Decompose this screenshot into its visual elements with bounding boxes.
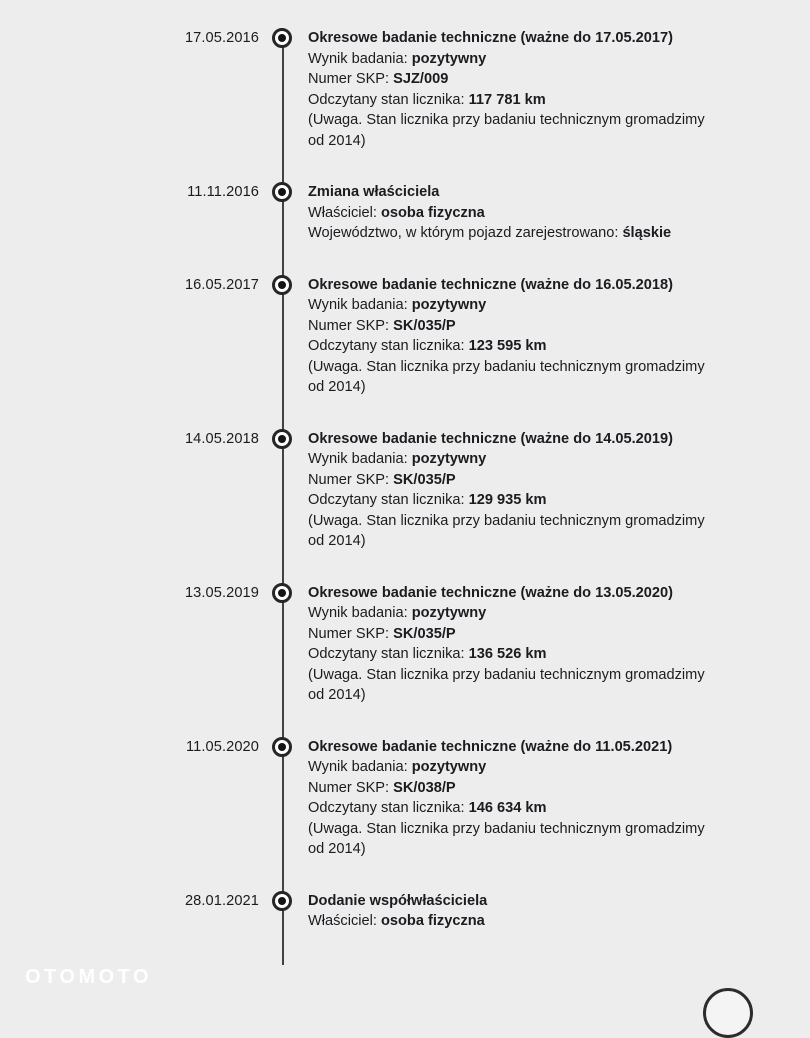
field-label: Właściciel: bbox=[308, 204, 381, 221]
field-value: pozytywny bbox=[411, 50, 487, 67]
field-label: Wynik badania: bbox=[308, 759, 412, 775]
field-label: Numer SKP: bbox=[308, 471, 394, 488]
entry-field bbox=[308, 470, 708, 491]
field-label: Odczytany stan licznika: bbox=[308, 91, 469, 108]
timeline-marker-icon bbox=[272, 275, 292, 295]
entry-content bbox=[308, 583, 708, 706]
field-label: Odczytany stan licznika: bbox=[308, 338, 469, 354]
entry-content bbox=[308, 429, 708, 552]
entry-date: 13.05.2019 bbox=[184, 584, 259, 601]
entry-field bbox=[308, 911, 708, 932]
marker-column bbox=[259, 429, 308, 552]
entry-content bbox=[308, 737, 708, 860]
marker-column bbox=[259, 891, 308, 932]
entry-field bbox=[308, 336, 708, 357]
entry-note: (Uwaga. Stan licznika przy badaniu technicznym gromadzimy od 2014) bbox=[308, 512, 705, 549]
entry-field bbox=[308, 316, 708, 337]
entry-field bbox=[308, 69, 708, 90]
field-value: osoba fizyczna bbox=[380, 913, 485, 929]
entry-content bbox=[308, 891, 708, 932]
entry-date: 14.05.2018 bbox=[184, 430, 259, 447]
entry-title: Dodanie współwłaściciela bbox=[308, 892, 488, 909]
field-value: SJZ/009 bbox=[393, 71, 449, 87]
entry-field bbox=[308, 798, 708, 819]
entry-title: Okresowe badanie techniczne (ważne do 17.05.2017) bbox=[308, 30, 673, 46]
entry-title: Okresowe badanie techniczne (ważne do 14.05.2019) bbox=[308, 430, 673, 447]
timeline-entry bbox=[0, 737, 810, 860]
entry-field bbox=[308, 757, 708, 778]
entry-note: (Uwaga. Stan licznika przy badaniu technicznym gromadzimy od 2014) bbox=[308, 666, 705, 703]
marker-column bbox=[259, 28, 308, 151]
marker-column bbox=[259, 737, 308, 860]
timeline-entry bbox=[0, 429, 810, 552]
field-label: Właściciel: bbox=[308, 913, 381, 929]
entry-date: 17.05.2016 bbox=[184, 30, 259, 46]
field-value: pozytywny bbox=[411, 451, 487, 467]
entry-date: 16.05.2017 bbox=[184, 276, 259, 293]
entry-date: 11.11.2016 bbox=[187, 184, 259, 200]
otomoto-logo: OTOMOTO bbox=[25, 966, 153, 988]
field-label: Odczytany stan licznika: bbox=[308, 800, 469, 816]
entry-note: (Uwaga. Stan licznika przy badaniu technicznym gromadzimy od 2014) bbox=[308, 112, 705, 149]
timeline-entry bbox=[0, 583, 810, 706]
entry-content bbox=[308, 182, 708, 244]
entry-field bbox=[308, 778, 708, 799]
marker-column bbox=[259, 182, 308, 244]
field-value: 129 935 km bbox=[468, 492, 547, 508]
field-label: Numer SKP: bbox=[308, 625, 394, 642]
entry-note: (Uwaga. Stan licznika przy badaniu technicznym gromadzimy od 2014) bbox=[308, 358, 705, 395]
field-value: śląskie bbox=[622, 225, 672, 241]
entry-date: 28.01.2021 bbox=[184, 892, 259, 909]
entry-field bbox=[308, 223, 708, 244]
field-value: SK/038/P bbox=[393, 779, 456, 796]
timeline-entry bbox=[0, 182, 810, 244]
marker-column bbox=[259, 275, 308, 398]
entry-date: 11.05.2020 bbox=[186, 738, 259, 755]
field-label: Numer SKP: bbox=[308, 317, 394, 334]
entry-title: Zmiana właściciela bbox=[308, 184, 440, 200]
entry-content bbox=[308, 275, 708, 398]
timeline-entries bbox=[0, 28, 810, 932]
field-value: 123 595 km bbox=[468, 338, 547, 354]
timeline-marker-icon bbox=[272, 182, 292, 202]
timeline-marker-icon bbox=[272, 429, 292, 449]
field-label: Województwo, w którym pojazd zarejestrowano: bbox=[308, 225, 623, 241]
field-value: SK/035/P bbox=[393, 625, 456, 642]
entry-content bbox=[308, 28, 708, 151]
floating-action-button[interactable] bbox=[703, 988, 753, 1038]
entry-field bbox=[308, 449, 708, 470]
field-value: 136 526 km bbox=[468, 646, 547, 662]
field-value: SK/035/P bbox=[393, 317, 456, 334]
field-label: Wynik badania: bbox=[308, 297, 412, 313]
timeline-entry bbox=[0, 891, 810, 932]
entry-field bbox=[308, 490, 708, 511]
timeline-marker-icon bbox=[272, 583, 292, 603]
timeline-marker-icon bbox=[272, 28, 292, 48]
field-value: 146 634 km bbox=[468, 800, 547, 816]
entry-note: (Uwaga. Stan licznika przy badaniu technicznym gromadzimy od 2014) bbox=[308, 820, 705, 857]
entry-title: Okresowe badanie techniczne (ważne do 13.05.2020) bbox=[308, 584, 673, 601]
field-label: Numer SKP: bbox=[308, 779, 394, 796]
timeline-entry bbox=[0, 28, 810, 151]
field-value: pozytywny bbox=[411, 297, 487, 313]
field-value: pozytywny bbox=[411, 759, 487, 775]
field-label: Wynik badania: bbox=[308, 451, 412, 467]
field-value: pozytywny bbox=[411, 605, 487, 621]
field-value: osoba fizyczna bbox=[380, 204, 485, 221]
field-label: Wynik badania: bbox=[308, 605, 412, 621]
field-label: Numer SKP: bbox=[308, 71, 394, 87]
field-label: Wynik badania: bbox=[308, 50, 412, 67]
entry-field bbox=[308, 295, 708, 316]
field-value: 117 781 km bbox=[468, 91, 546, 108]
timeline-marker-icon bbox=[272, 891, 292, 911]
timeline-marker-icon bbox=[272, 737, 292, 757]
entry-title: Okresowe badanie techniczne (ważne do 11.05.2021) bbox=[308, 738, 673, 755]
entry-field bbox=[308, 644, 708, 665]
entry-field bbox=[308, 603, 708, 624]
entry-field bbox=[308, 49, 708, 70]
marker-column bbox=[259, 583, 308, 706]
entry-field bbox=[308, 90, 708, 111]
entry-title: Okresowe badanie techniczne (ważne do 16.05.2018) bbox=[308, 276, 673, 293]
field-label: Odczytany stan licznika: bbox=[308, 646, 469, 662]
entry-field bbox=[308, 624, 708, 645]
timeline-entry bbox=[0, 275, 810, 398]
entry-field bbox=[308, 203, 708, 224]
field-value: SK/035/P bbox=[393, 471, 456, 488]
field-label: Odczytany stan licznika: bbox=[308, 492, 469, 508]
